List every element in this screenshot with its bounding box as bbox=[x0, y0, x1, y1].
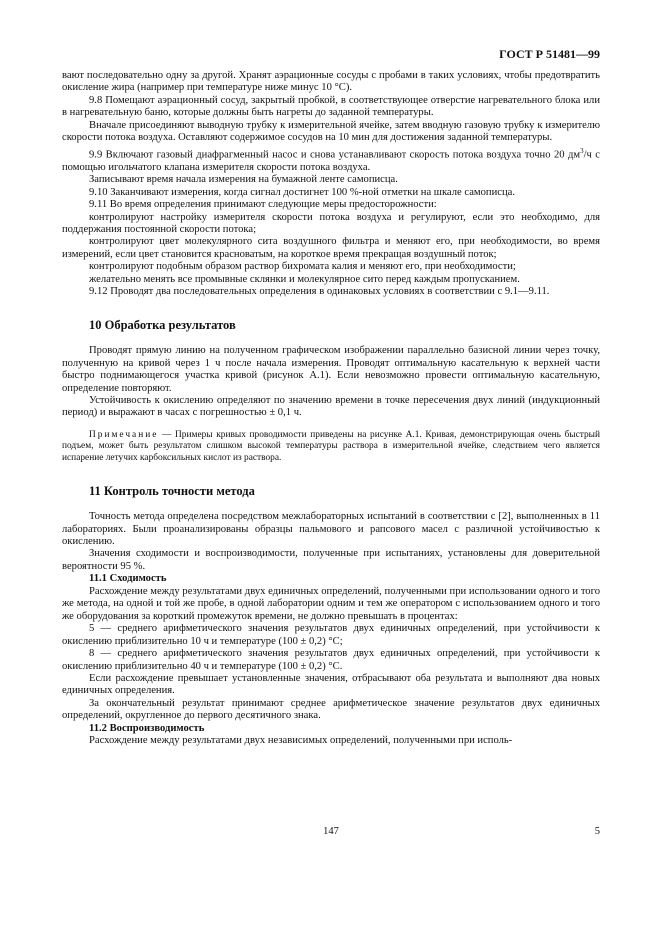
paragraph: желательно менять все промывные склянки и молекулярное сито перед каждым пропусканием. bbox=[89, 273, 520, 285]
note-text: — Примеры кривых проводимости приведены на рисунке А.1. Кривая, демонстрирующая очень быстрый подъем, может быть результатом слишком высокой температуры раствора в измерительной ячейке, следствием чего является испарение летучих карбоксильных кислот из раствора. bbox=[62, 429, 600, 464]
paragraph: Значения сходимости и воспроизводимости, полученные при испытаниях, установлены для доверительной вероятности 95 %. bbox=[62, 548, 600, 572]
paragraph: 9.10 Заканчивают измерения, когда сигнал достигнет 100 %-ной отметки на шкале самописца. bbox=[89, 186, 515, 198]
paragraph: контролируют подобным образом раствор бихромата калия и меняют его, при необходимости; bbox=[89, 261, 516, 273]
superscript: 3 bbox=[580, 146, 584, 155]
section-10-heading: 10 Обработка результатов bbox=[89, 317, 236, 332]
paragraph: 9.8 Помещают аэрационный сосуд, закрытый пробкой, в соответствующее отверстие нагревательного блока или в нагревательную баню, которые должны быть нагреты до заданной температуры. bbox=[62, 94, 600, 119]
paragraph: Расхождение между результатами двух единичных определений, полученными при использовании одного и того же метода, на одной и той же пробе, в одной лаборатории одним и тем же оператором с использованием одного и того же оборудования за короткий промежуток времени, не должно превышать в процентах: bbox=[62, 585, 600, 622]
document-body bbox=[62, 70, 600, 748]
text-run: /ч с помощью игольчатого клапана измерителя скорости потока воздуха. bbox=[62, 149, 601, 173]
paragraph: За окончательный результат принимают среднее арифметическое значение результатов двух единичных определений, округленное до первого десятичного знака. bbox=[62, 697, 600, 722]
document-id: ГОСТ Р 51481—99 bbox=[499, 47, 600, 61]
paragraph: Расхождение между результатами двух независимых определений, полученными при исполь- bbox=[89, 735, 513, 747]
paragraph: контролируют цвет молекулярного сита воздушного фильтра и меняют его, при необходимости, во время измерений, если цвет становится красноватым, на короткое время прекращая воздушный поток; bbox=[62, 236, 600, 260]
paragraph: Устойчивость к окислению определяют по значению времени в точке пересечения двух линий (индукционный период) и выражают в часах с погрешностью ± 0,1 ч. bbox=[62, 394, 600, 419]
paragraph: 5 — среднего арифметического значения результатов двух единичных определений, при устойчивости к окислению приблизительно 10 ч и температуре (100 ± 0,2) °С; bbox=[62, 623, 600, 647]
sheet-number: 5 bbox=[594, 826, 600, 837]
note bbox=[62, 430, 600, 465]
section-11-heading: 11 Контроль точности метода bbox=[89, 483, 255, 498]
paragraph: Вначале присоединяют выводную трубку к измерительной ячейке, затем вводную газовую трубку к измерителю скорости потока воздуха. Оставляют содержимое сосудов на 10 мин для достижения заданной температуры. bbox=[62, 119, 600, 144]
paragraph: 9.11 Во время определения принимают следующие меры предосторожности: bbox=[89, 199, 437, 211]
paragraph bbox=[62, 145, 600, 174]
paragraph: вают последовательно одну за другой. Хранят аэрационные сосуды с пробами в таких условиях, чтобы предотвратить окисление жира (например при температуре ниже минус 10 °С). bbox=[62, 70, 600, 94]
page-number: 147 bbox=[323, 826, 339, 837]
paragraph: Проводят прямую линию на полученном графическом изображении параллельно базисной линии через точку, полученную на кривой через 1 ч после начала измерения. Проводят оптимальную касательную к верхней части быстро поднимающегося участка кривой (рисунок А.1). Если невозможно провести оптимальную касательную, определение повторяют. bbox=[62, 345, 600, 394]
text-run: 9.9 Включают газовый диафрагменный насос и снова устанавливают скорость потока воздуха точно 20 дм bbox=[89, 149, 581, 161]
subsection-heading: 11.2 Воспроизводимость bbox=[89, 722, 205, 734]
paragraph: Точность метода определена посредством межлабораторных испытаний в соответствии с [2], выполненных в 11 лабораториях. Были проанализированы образцы пальмового и рапсового масел с различной устойчивостью к окислению. bbox=[62, 511, 600, 547]
paragraph: 8 — среднего арифметического значения результатов двух единичных определений, при устойчивости к окислению приблизительно 40 ч и температуре (100 ± 0,2) °С. bbox=[62, 648, 600, 672]
note-label: Примечание bbox=[89, 429, 159, 440]
paragraph: Записывают время начала измерения на бумажной ленте самописца. bbox=[89, 174, 398, 186]
subsection-heading: 11.1 Сходимость bbox=[89, 573, 167, 585]
paragraph: 9.12 Проводят два последовательных определения в одинаковых условиях в соответствии с 9.1—9.11. bbox=[89, 286, 550, 298]
paragraph: контролируют настройку измерителя скорости потока воздуха и регулируют, если это необходимо, для поддержания постоянной скорости потока; bbox=[62, 211, 600, 235]
paragraph: Если расхождение превышает установленные значения, отбрасывают оба результата и выполняют два новых единичных определения. bbox=[62, 672, 600, 697]
